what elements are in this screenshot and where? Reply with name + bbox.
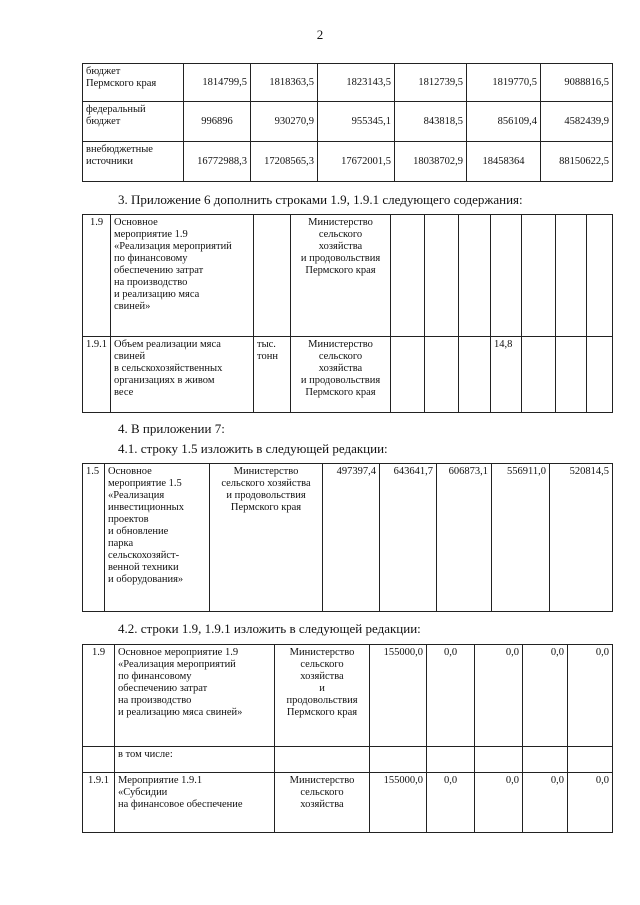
row-label: бюджет Пермского края — [83, 64, 184, 102]
cell — [556, 215, 587, 337]
row-name: Объем реализации мяса свиней в сельскохозяйственных организациях в живом весе — [111, 337, 254, 413]
table-row — [83, 747, 613, 773]
cell — [522, 215, 556, 337]
row-number: 1.5 — [83, 464, 105, 612]
cell: 0,0 — [523, 773, 568, 833]
cell: 88150622,5 — [541, 142, 613, 182]
cell: 856109,4 — [467, 102, 541, 142]
cell — [459, 215, 491, 337]
unit-cell: тыс. тонн — [254, 337, 291, 413]
cell: 14,8 — [491, 337, 522, 413]
cell: 0,0 — [475, 773, 523, 833]
cell: 9088816,5 — [541, 64, 613, 102]
row-label: внебюджетные источники — [83, 142, 184, 182]
row-name: Мероприятие 1.9.1 «Субсидии на финансовое обеспечение — [115, 773, 275, 833]
cell: 1814799,5 — [184, 64, 251, 102]
paragraph-3: 3. Приложение 6 дополнить строками 1.9, 1.9.1 следующего содержания: — [118, 192, 523, 207]
org-cell: Министерство сельского хозяйства и продовольствия Пермского края — [291, 215, 391, 337]
cell — [475, 747, 523, 773]
cell: 18038702,9 — [395, 142, 467, 182]
cell: 17672001,5 — [318, 142, 395, 182]
paragraph-4-1: 4.1. строку 1.5 изложить в следующей редакции: — [118, 441, 388, 456]
cell: 996896 — [184, 102, 251, 142]
row-number: 1.9.1 — [83, 337, 111, 413]
table-row — [83, 64, 613, 102]
appendix7-rows-1-9-table — [82, 644, 613, 833]
cell: 0,0 — [568, 773, 613, 833]
org-cell: Министерство сельского хозяйства и продовольствия Пермского края — [291, 337, 391, 413]
row-name: Основное мероприятие 1.9 «Реализация мероприятий по финансовому обеспечению затрат на производство и реализацию мяса свиней» — [111, 215, 254, 337]
appendix7-row-1-5-table — [82, 463, 613, 612]
table-row — [83, 142, 613, 182]
paragraph-4-2: 4.2. строки 1.9, 1.9.1 изложить в следующей редакции: — [118, 621, 421, 636]
cell — [523, 747, 568, 773]
cell — [568, 747, 613, 773]
cell — [587, 337, 613, 413]
cell: 0,0 — [568, 645, 613, 747]
row-name: в том числе: — [115, 747, 275, 773]
cell: 930270,9 — [251, 102, 318, 142]
cell — [370, 747, 427, 773]
appendix6-table — [82, 214, 613, 413]
cell — [459, 337, 491, 413]
table-row — [83, 773, 613, 833]
cell: 1819770,5 — [467, 64, 541, 102]
row-number: 1.9.1 — [83, 773, 115, 833]
row-number: 1.9 — [83, 645, 115, 747]
table-row — [83, 337, 613, 413]
table-row — [83, 645, 613, 747]
cell: 497397,4 — [323, 464, 380, 612]
cell: 643641,7 — [380, 464, 437, 612]
cell: 0,0 — [427, 773, 475, 833]
cell: 955345,1 — [318, 102, 395, 142]
cell: 843818,5 — [395, 102, 467, 142]
page-number: 2 — [316, 27, 324, 42]
cell — [427, 747, 475, 773]
cell: 155000,0 — [370, 773, 427, 833]
row-name: Основное мероприятие 1.9 «Реализация мероприятий по финансовому обеспечению затрат на производство и реализацию мяса свиней» — [115, 645, 275, 747]
cell — [391, 215, 425, 337]
org-cell: Министерство сельского хозяйства — [275, 773, 370, 833]
table-row — [83, 464, 613, 612]
org-cell — [275, 747, 370, 773]
cell: 4582439,9 — [541, 102, 613, 142]
cell — [587, 215, 613, 337]
cell: 606873,1 — [437, 464, 492, 612]
cell: 1818363,5 — [251, 64, 318, 102]
cell: 0,0 — [427, 645, 475, 747]
paragraph-4: 4. В приложении 7: — [118, 421, 225, 436]
cell — [491, 215, 522, 337]
cell: 0,0 — [523, 645, 568, 747]
cell — [556, 337, 587, 413]
table-row — [83, 102, 613, 142]
row-label: федеральный бюджет — [83, 102, 184, 142]
cell: 18458364 — [467, 142, 541, 182]
cell — [391, 337, 425, 413]
cell: 520814,5 — [550, 464, 613, 612]
cell — [425, 337, 459, 413]
cell: 1812739,5 — [395, 64, 467, 102]
budget-table — [82, 63, 613, 182]
row-number: 1.9 — [83, 215, 111, 337]
org-cell: Министерство сельского хозяйства и продовольствия Пермского края — [210, 464, 323, 612]
unit-cell — [254, 215, 291, 337]
org-cell: Министерство сельского хозяйства и продовольствия Пермского края — [275, 645, 370, 747]
cell: 0,0 — [475, 645, 523, 747]
cell — [425, 215, 459, 337]
cell — [522, 337, 556, 413]
row-number — [83, 747, 115, 773]
cell: 16772988,3 — [184, 142, 251, 182]
table-row — [83, 215, 613, 337]
row-name: Основное мероприятие 1.5 «Реализация инвестиционных проектов и обновление парка сельскохозяйст- венной техники и оборудования» — [105, 464, 210, 612]
cell: 1823143,5 — [318, 64, 395, 102]
cell: 17208565,3 — [251, 142, 318, 182]
cell: 155000,0 — [370, 645, 427, 747]
cell: 556911,0 — [492, 464, 550, 612]
